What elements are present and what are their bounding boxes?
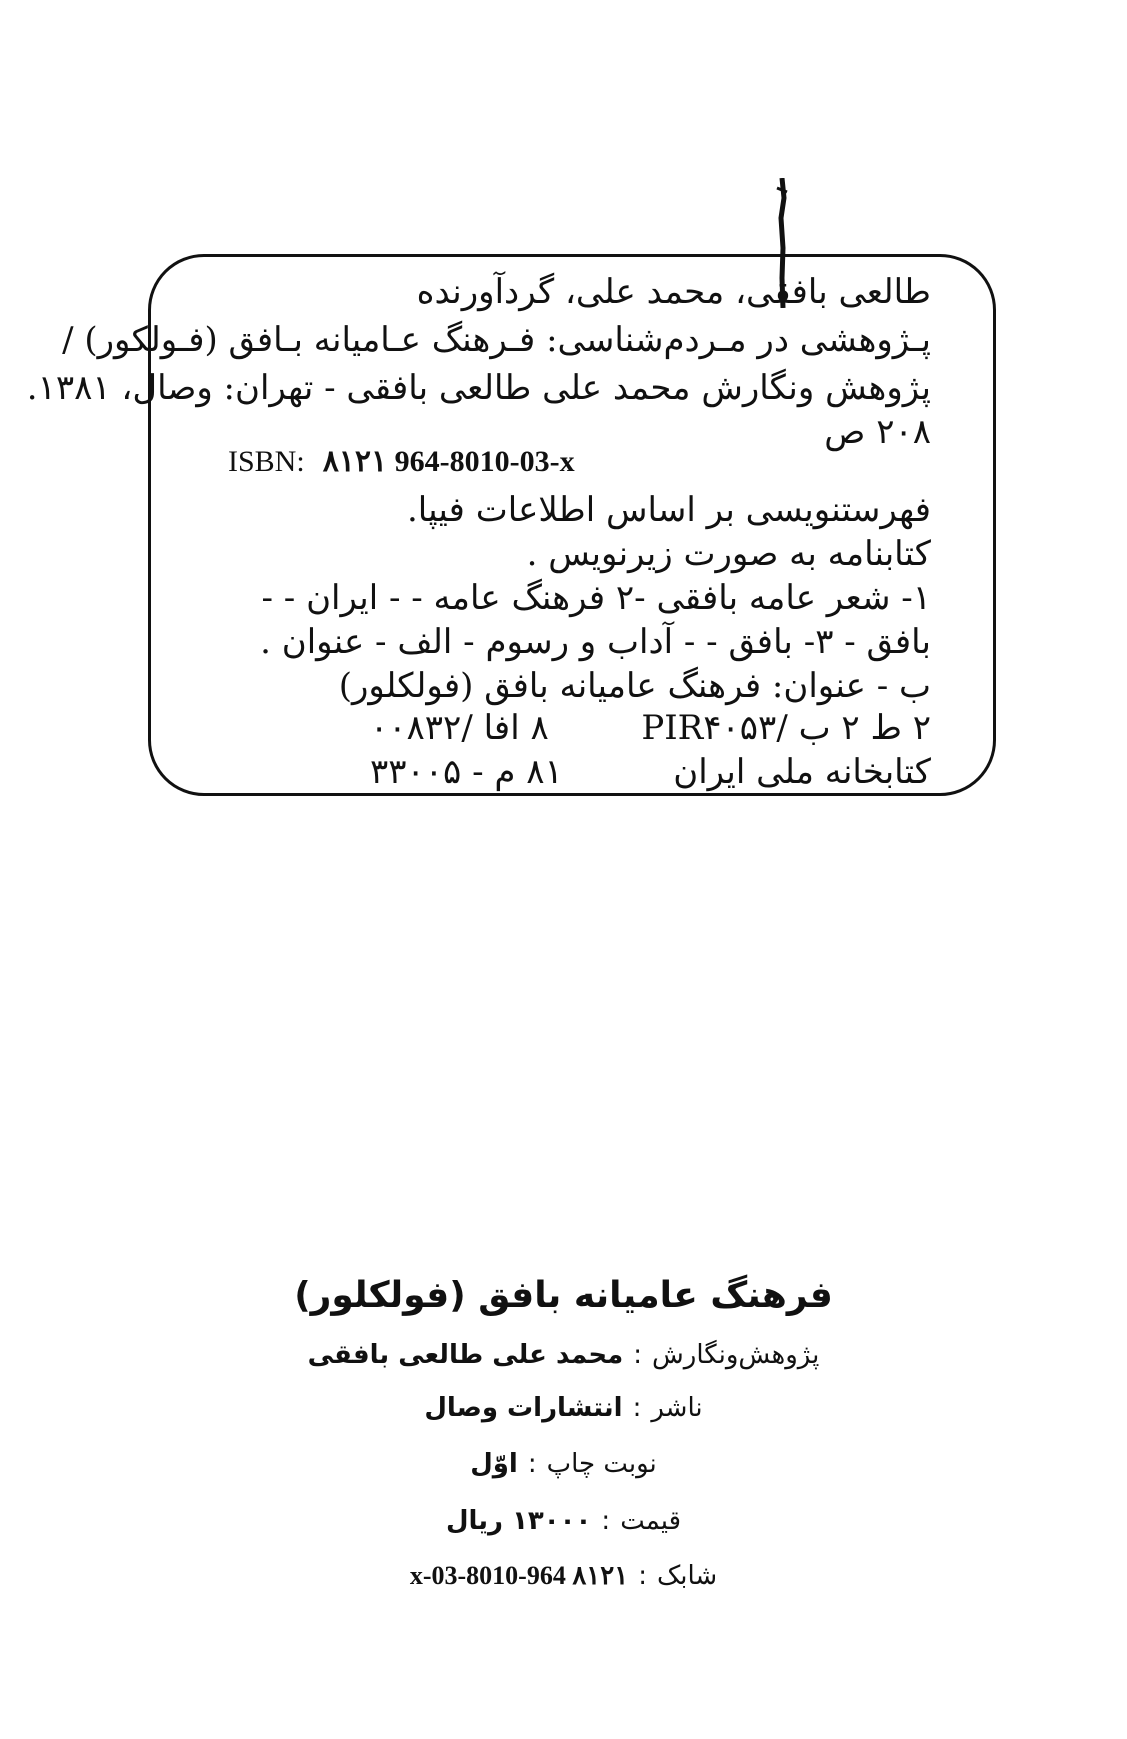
colophon-edition-label: نوبت چاپ (546, 1449, 657, 1479)
cip-isbn-value: ۸۱۲۱ 964-8010-03-x (322, 445, 575, 478)
cip-library-name: کتابخانه ملی ایران (673, 752, 931, 792)
cip-isbn (228, 444, 575, 479)
cip-pages-line: ۲۰۸ ص (824, 412, 931, 452)
colophon-isbn-row (0, 1561, 1127, 1591)
cip-subjects-line-2: بافق - ۳- بافق - - آداب و رسوم - الف - عنوان . (260, 622, 931, 662)
colophon-isbn-value: ۸۱۲۱ 964-8010-03-x (409, 1561, 629, 1590)
cip-note-fipa: فهرستنویسی بر اساس اطلاعات فیپا. (406, 490, 931, 530)
colophon-publisher-label: ناشر (651, 1393, 703, 1423)
colophon-separator: : (632, 1393, 642, 1423)
cip-isbn-label: ISBN: (228, 445, 305, 478)
colophon-edition-row (0, 1449, 1127, 1479)
colophon-price-label: قیمت (620, 1506, 682, 1536)
cip-author-line: طالعی بافقی، محمد علی، گردآورنده (416, 272, 931, 312)
cip-classification-code: ۲ ط ۲ ب /PIR۴۰۵۳ (641, 708, 931, 748)
colophon-author-row (0, 1340, 1127, 1370)
colophon-separator: : (601, 1506, 611, 1536)
colophon-edition-value: اوّل (470, 1449, 518, 1479)
colophon-price-value: ۱۳۰۰۰ ریال (445, 1506, 592, 1536)
colophon-separator: : (638, 1561, 647, 1591)
cip-subjects-line-3: ب - عنوان: فرهنگ عامیانه بافق (فولکلور) (338, 666, 931, 706)
cip-note-bibliography: کتابنامه به صورت زیرنویس . (526, 534, 931, 574)
cip-dewey-code: ۸ افا /۰۰۸۳۲ (370, 708, 549, 748)
colophon-publisher-row (0, 1393, 1127, 1423)
colophon-separator: : (633, 1340, 643, 1370)
colophon-author-value: محمد علی طالعی بافقی (307, 1340, 624, 1370)
colophon-isbn-label: شابک (656, 1561, 718, 1591)
colophon-publisher-value: انتشارات وصال (424, 1393, 623, 1423)
colophon-author-label: پژوهش‌ونگارش (652, 1340, 820, 1370)
colophon-price-row (0, 1506, 1127, 1536)
cip-classification-row (370, 706, 931, 750)
cip-library-number: ۸۱ م - ۳۳۰۰۵ (370, 752, 563, 792)
cip-subjects-line-1: ۱- شعر عامه بافقی -۲ فرهنگ عامه - - ایران - - (261, 578, 931, 618)
cip-library-row (370, 750, 931, 794)
cip-publication-line: پژوهش ونگارش محمد علی طالعی بافقی - تهران: وصال، ۱۳۸۱. (26, 368, 931, 408)
colophon-title: فرهنگ عامیانه بافق (فولکلور) (294, 1275, 833, 1316)
cip-title-line: پـژوهشی در مـردم‌شناسی: فـرهنگ عـامیانه بـافق (فـولکور) / (62, 320, 931, 360)
colophon-separator: : (527, 1449, 537, 1479)
